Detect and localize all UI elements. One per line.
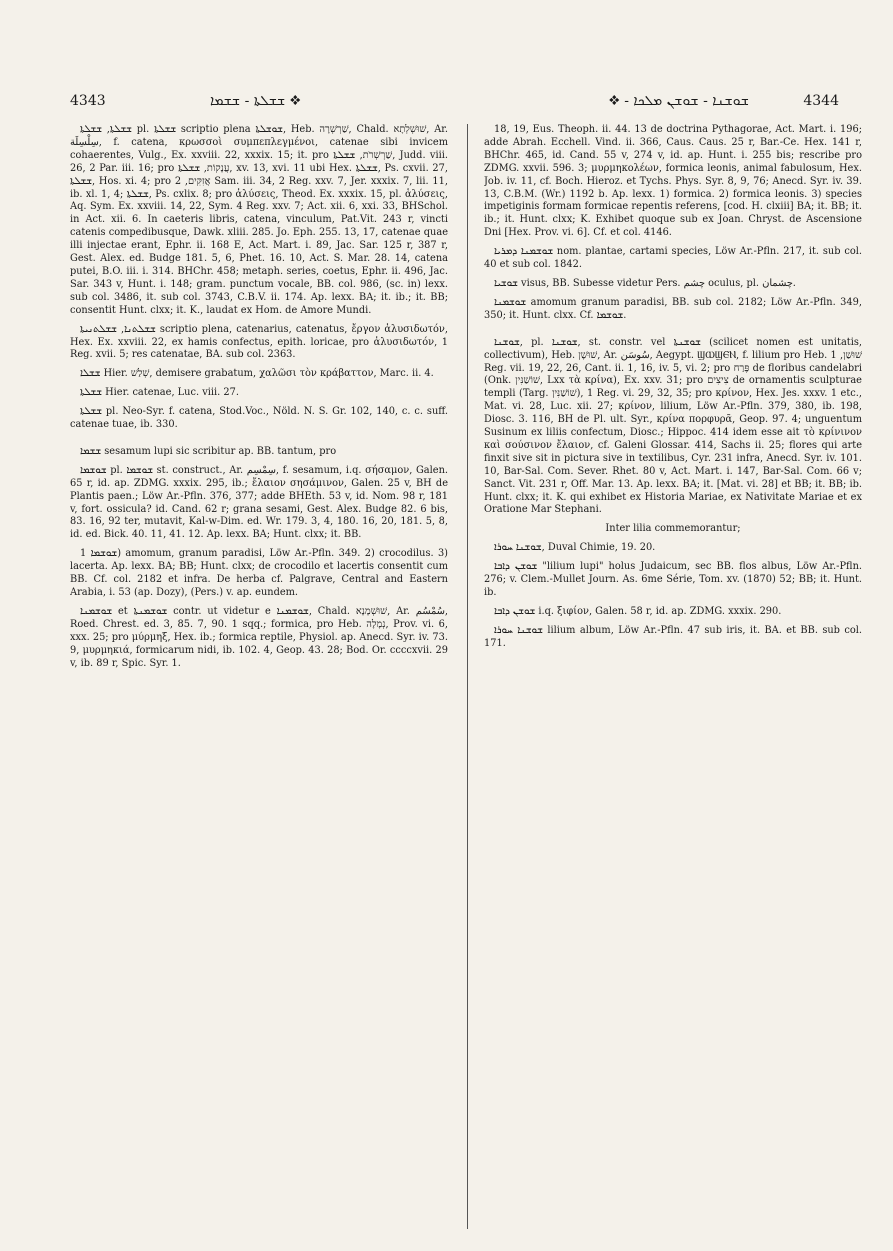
running-head-right: ܫܘܫܢܐ - ܫܘܫܢ ܡܠܟܐ - ❖ <box>608 93 749 109</box>
inter-lilia-heading: Inter lilia commemorantur; <box>605 523 741 535</box>
page-header <box>70 93 839 117</box>
entry-lilium-album: ܫܘܫܢܐ ܚܘܪܐ lilium album, Löw Ar.-Pfln. 47 sub iris, it. BA. et BB. sub col. 171. <box>484 624 862 649</box>
entry-sesamum-lupi: ܫܫܡܐ sesamum lupi sic scribitur ap. BB. tantum, pro <box>80 445 337 457</box>
entry-shashal: ܫܫܠܐ Hier. שְׁלַשׁ, demisere grabatum, χαλῶσι τὸν κράβαττον, Marc. ii. 4. <box>80 368 434 380</box>
entry-shushma: ܫܘܫܡܐ pl. ܫܘܫܡܐ st. construct., Ar. سِمْسِم, f. sesamum, i.q. σήσαμον, Galen. 65 r, id. ap. ZDMG. xxxix. 295, ib.; ἔλαιον σησάμινον, Galen. 25 v, BH de Plantis paen.; Löw Ar.-Pfln. 376, 377; adde BHEth. 53 v, id. Nom. 98 r, 181 v, fort. ossicula? id. Cand. 62 r; grana sesami, Gest. Alex. Budge 82. 6 bis, 83. 16, 92 ter, mutavit, Kal-w-Dim. ed. Wr. 179. 3, 4, 180. 16, 20, 181. 5, 8, id. ed. Bick. 40. 11, 41. 12. Ap. lexx. BA; Hunt. clxx; it. BB. <box>70 464 448 541</box>
entry-shashalta-neo-syr: ܫܫܠܬܐ pl. Neo-Syr. f. catena, Stod.Voc., Nöld. N. S. Gr. 102, 140, c. c. suff. catenae tuae, ib. 330. <box>70 406 448 431</box>
entry-shashalta-hier: ܫܫܠܬܐ Hier. catenae, Luc. viii. 27. <box>80 387 239 399</box>
entry-lilium-lupi: ܫܘܫܢ ܕܐܒܐ "lilium lupi" holus Judaicum, sec BB. flos albus, Löw Ar.-Pfln. 276; v. Clem.-Mullet Journ. As. 6me Série, Tom. xv. (1870) 52; BB; it. Hunt. ib. <box>484 561 862 598</box>
entry-shushmana: ܫܘܫܡܢܐ et ܫܘܫܡܢܬܐ contr. ut videtur e ܫܘܫܡܢܐ, Chald. שׁוּשְׁמָנָא, Ar. سُمْسُم, Roed. Chrest. ed. 3, 85. 7, 90. 1 sqq.; formica, pro Heb. נְמָלָה, Prov. vi. 6, xxx. 25; pro μύρμηξ, Hex. ib.; formica reptile, Physiol. ap. Anecd. Syr. iv. 73. 9, μυρμηκιά, formicarum nidi, ib. 102. 4, Geop. 43. 28; Bod. Or. ccccxvii. 29 v, ib. 89 r, Spic. Syr. 1. <box>70 605 448 669</box>
entry-formica-continued: 18, 19, Eus. Theoph. ii. 44. 13 de doctrina Pythagorae, Act. Mart. i. 196; adde Abrah. Ecchell. Vind. ii. 366, Caus. Caus. 25 r, Bar.-Ce. Hex. 141 r, BHChr. 465, id. Cand. 55 v, 274 v, id. ap. Hunt. i. 255 bis; rescribe pro ZDMG. xxvii. 596. 3; μυρμηκολέων, formica leonis, animal fabulosum, Hex. Job. iv. 11, cf. Boch. Hieroz. et Tychs. Phys. Syr. 8, 9, 76; Anecd. Syr. iv. 39. 13, C.B.M. (Wr.) 1192 b. Ap. lexx. 1) formica. 2) formica leonis. 3) species impetiginis formam formicae repentis referens, [cod. H. clxiii] BA; it. BB; it. ib.; it. Hunt. clxx; K. Exhibet quoque sub ex Joan. Chryst. de Ascensione Dni [Hex. Prov. vi. 6]. Cf. et col. 4146. <box>484 124 862 239</box>
page-number-left: 4343 <box>70 93 106 109</box>
entry-amomum: ܫܘܫܡܢܐ amomum granum paradisi, BB. sub col. 2182; Löw Ar.-Pfln. 349, 350; it. Hunt. clxx. Cf. ܫܘܫܡܐ. <box>484 296 862 321</box>
entry-shashalta: ܫܫܠܬܐ, ܫܫܠܬܐ pl. ܫܫܠܬܐ scriptio plena ܫܘܫܠܬܐ, Heb. שַׁרְשְׁרָה, Chald. שׁוּשְׁלְתָא, Ar. سِلْسِلَة, f. catena, κρωσσοὶ συμπεπλεγμένοι, catenae sibi invicem cohaerentes, Vulg., Ex. xxviii. 22, xxxix. 15; it. pro שַׁרְשְׁרֹת, ܫܫܠܬܐ, Judd. viii. 26, 2 Par. iii. 16; pro עֲנָקוֹת, ܫܫܠܬܐ, xv. 13, xvi. 11 ubi Hex. ܫܫܠܬܐ, Ps. cxvii. 27, ܫܫܠܬܐ, Hos. xi. 4; pro אֲזִקִּים, 2 Sam. iii. 34, 2 Reg. xxv. 7, Jer. xxxix. 7, lii. 11, ib. xl. 1, 4; ܫܫܠܬܐ, Ps. cxlix. 8; pro ἀλύσεις, Theod. Ex. xxxix. 15, pl. ἁλύσεις, Aq. Sym. Ex. xxviii. 14, 22, Sym. 4 Reg. xxv. 7; Act. xii. 6, xxi. 33, BHSchol. in Act. xii. 6. In caeteris libris, catena, vinculum, Pat.Vit. 243 r, vincti catenis compedibusque, Dawk. xliii. 285. Jo. Eph. 255. 13, 17, catenae quae illi injectae erant, Ephr. ii. 168 E, Act. Mart. i. 89, Jac. Sar. 125 r, 387 r, Gest. Alex. ed. Budge 181. 5, 6, Phet. 16. 10, Act. S. Mar. 28. 14, catena putei, B.O. iii. i. 314. BHChr. 458; metaph. series, coetus, Ephr. ii. 496, Jac. Sar. 343 v, Hunt. i. 148; gram. punctum vocale, BB. col. 986, (sc. in) lexx. sub col. 3486, it. sub col. 3743, C.B.V. ii. 174. Ap. lexx. BA; it. ib.; it. BB; consentit Hunt. clxx; it. K., laudat ex Hom. de Amore Mundi. <box>70 124 448 316</box>
entry-shushma-amomum: ܫܘܫܡܐ 1) amomum, granum paradisi, Löw Ar.-Pfln. 349. 2) crocodilus. 3) lacerta. Ap. lexx. BA; BB; Hunt. clxx; de crocodilo et lacertis consentit cum BB. Cf. col. 2182 et infra. De herba cf. Palgrave, Central and Eastern Arabia, i. 53 (ap. Dozy), (Pers.) v. ap. eundem. <box>70 548 448 598</box>
entry-visus: ܫܘܫܝܐ visus, BB. Subesse videtur Pers. چشم oculus, pl. چشمان. <box>494 277 796 289</box>
entry-shashaltana: ܫܫܠܬܢܐ, ܫܫܠܬܢܝܬܐ scriptio plena, catenarius, catenatus, ἔργον ἁλυσιδωτόν, Hex. Ex. xxviii. 22, ex hamis confectus, epith. loricae, pro ἁλυσιδωτόν, 1 Reg. xvii. 5; res catenatae, BA. sub col. 2363. <box>70 323 448 361</box>
right-column <box>484 124 862 1242</box>
column-divider <box>467 124 468 1229</box>
page-number-right: 4344 <box>803 93 839 109</box>
running-head-left: ❖ ܫܫܠܬܐ - ܫܫܡܐ <box>210 93 301 109</box>
entry-shushana-lilium: ܫܘܫܢܐ, pl. ܫܘܫܢܐ, st. constr. vel ܫܘܫܢܬܐ (scilicet nomen est unitatis, collectivum), Heb. שׁוּשָׁן, Ar. سُوسَن, Aegypt. ϢⲰϢⲈⲚ, f. lilium pro Heb. שׁוּשַׁן, 1 Reg. vii. 19, 22, 26, Cant. ii. 1, 16, iv. 5, vi. 2; pro פֶּרַח de floribus candelabri (Onk. שׁוֹשַׁנִּין, Lxx τὰ κρίνα), Ex. xxv. 31; pro צִיצִים de ornamentis sculpturae templi (Targ. שׁוֹשַׁנִּין), 1 Reg. vi. 29, 32, 35; pro κρίνον, Hex. Jes. xxxv. 1 etc., Mat. vi. 28, Luc. xii. 27; κρίνον, lilium, Löw Ar.-Pfln. 379, 380, ib. 198, Diosc. 3. 116, BH de Pl. ult. Syr., κρίνα πορφυρᾶ, Geop. 97. 4; unguentum Susinum ex liliis confectum, Diosc.; Hippoc. 414 idem esse ait τὸ κρίνινον καὶ σούσινον ἔλαιον, cf. Galeni Glossar. 414, Sachs ii. 25; flores qui arte finxit sive sit in pictura sive in textilibus, Cyr. 231 infra, Anecd. Syr. iv. 101. 10, Bar-Sal. Com. Sever. Rhet. 80 v, Act. Mart. i. 147, Bar-Sal. Com. 66 v; Sanct. Vit. 231 r, Off. Mar. 13. Ap. lexx. BA; it. [Mat. vi. 28] et BB; it. BB; ib. Hunt. clxx; it. K. qui exhibet ex Historia Mariae, ex Nativitate Mariae et ex Oratione Mar Stephani. <box>484 336 862 516</box>
entry-xiphion: ܫܘܫܢ ܕܐܒܐ i.q. ξιφίον, Galen. 58 r, id. ap. ZDMG. xxxix. 290. <box>494 605 782 617</box>
left-column <box>70 124 448 1242</box>
entry-cartami: ܫܘܫܡܢܐ ܕܡܪܝܐ nom. plantae, cartami species, Löw Ar.-Pfln. 217, it. sub col. 40 et sub col. 1842. <box>484 246 862 271</box>
entry-lilium-chimie: ܫܘܫܢܐ ܚܘܪܐ, Duval Chimie, 19. 20. <box>494 542 656 554</box>
